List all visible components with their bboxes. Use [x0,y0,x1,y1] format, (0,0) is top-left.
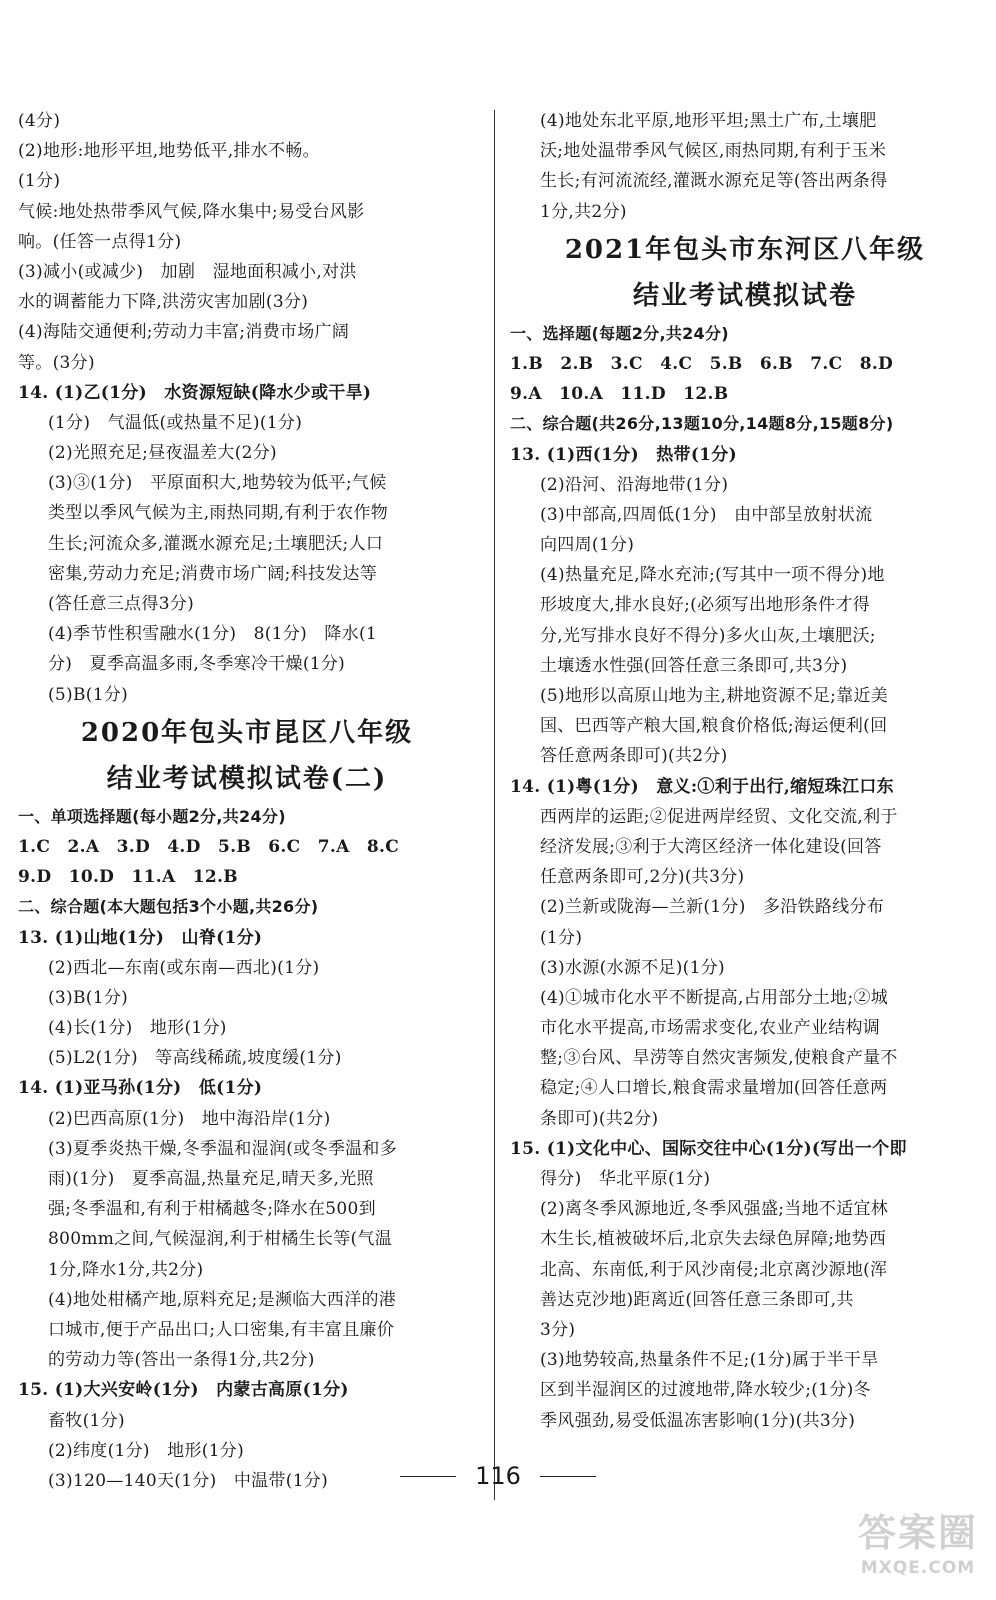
text-line: (3)地势较高,热量条件不足;(1分)属于半干旱 [540,1350,879,1371]
section-heading: 一、选择题(每题2分,共24分) [510,323,729,343]
text-line: 条即可)(共2分) [540,1108,659,1129]
page-footer [0,1462,996,1502]
text-line: 15. (1)大兴安岭(1分) 内蒙古高原(1分) [18,1380,349,1401]
text-line: (5)L2(1分) 等高线稀疏,坡度缓(1分) [48,1048,342,1069]
text-line: 稳定;④人口增长,粮食需求量增加(回答任意两 [540,1078,888,1099]
text-line: 西两岸的运距;②促进两岸经贸、文化交流,利于 [540,806,898,827]
text-line: 等。(3分) [18,352,95,373]
text-line: 土壤透水性强(回答任意三条即可,共3分) [540,655,848,676]
text-line: 类型以季风气候为主,雨热同期,有利于农作物 [48,503,389,524]
text-line: 雨)(1分) 夏季高温,热量充足,晴天多,光照 [48,1169,374,1189]
text-line: 9.A 10.A 11.D 12.B [510,384,729,405]
footer-rule-left [400,1476,456,1477]
text-line: (2)沿河、沿海地带(1分) [540,474,729,495]
right-column [510,106,980,1436]
column-divider [494,110,495,1500]
footer-rule-right [540,1476,596,1477]
text-line: (5)B(1分) [48,684,129,705]
text-line: 13. (1)山地(1分) 山脊(1分) [18,927,263,948]
text-line: (4)季节性积雪融水(1分) 8(1分) 降水(1 [48,624,378,645]
text-line: (4)海陆交通便利;劳动力丰富;消费市场广阔 [18,322,350,343]
text-line: (1分) [540,927,583,948]
text-line: 得分) 华北平原(1分) [540,1169,711,1189]
text-line: 任意两条即可,2分)(共3分) [540,867,745,888]
text-line: 响。(任答一点得1分) [18,231,182,252]
text-line: 生长;河流众多,灌溉水源充足;土壤肥沃;人口 [48,533,384,554]
text-line: 北高、东南低,利于风沙南侵;北京离沙源地(浑 [540,1259,888,1280]
text-line: 15. (1)文化中心、国际交往中心(1分)(写出一个即 [510,1138,907,1159]
text-line: 1.B 2.B 3.C 4.C 5.B 6.B 7.C 8.D [510,353,894,374]
text-line: (4)①城市化水平不断提高,占用部分土地;②城 [540,987,889,1008]
text-line: (4)地处东北平原,地形平坦;黑土广布,土壤肥 [540,111,877,131]
text-line: (4分) [18,111,61,131]
section-title: 2021年包头市东河区八年级 [564,234,926,265]
section-heading: 二、综合题(共26分,13题10分,14题8分,15题8分) [510,414,894,434]
text-line: (3)夏季炎热干燥,冬季温和湿润(或冬季温和多 [48,1138,398,1159]
text-line: (3)中部高,四周低(1分) 由中部呈放射状流 [540,504,873,525]
text-line: 经济发展;③利于大湾区经济一体化建设(回答 [540,836,882,857]
page-number: 116 [475,1462,521,1490]
text-line: 1分,降水1分,共2分) [48,1259,204,1280]
text-line: 整;③台风、旱涝等自然灾害频发,使粮食产量不 [540,1048,898,1069]
text-line: (3)减小(或减少) 加剧 湿地面积减小,对洪 [18,261,357,282]
text-line: 善达克沙地)距离近(回答任意三条即可,共 [540,1289,854,1310]
text-line: 畜牧(1分) [48,1410,125,1431]
section-heading: 一、单项选择题(每小题2分,共24分) [18,806,286,826]
text-line: (3)B(1分) [48,987,129,1008]
text-line: 9.D 10.D 11.A 12.B [18,867,238,888]
text-line: (3)③(1分) 平原面积大,地势较为低平;气候 [48,473,387,494]
text-line: 密集,劳动力充足;消费市场广阔;科技发达等 [48,563,378,584]
watermark-line2: MXQE.COM [860,1558,976,1578]
section-heading: 二、综合题(本大题包括3个小题,共26分) [18,897,319,917]
text-line: (4)热量充足,降水充沛;(写其中一项不得分)地 [540,565,885,586]
text-line: (4)长(1分) 地形(1分) [48,1018,227,1039]
section-title: 2020年包头市昆区八年级 [80,717,414,748]
text-line: 区到半湿润区的过渡地带,降水较少;(1分)冬 [540,1380,871,1401]
text-line: 14. (1)粤(1分) 意义:①利于出行,缩短珠江口东 [510,776,894,797]
text-line: (5)地形以高原山地为主,耕地资源不足;靠近美 [540,686,889,706]
text-line: 向四周(1分) [540,535,635,556]
watermark-line1: 答案圈 [857,1511,978,1555]
text-line: (3)120—140天(1分) 中温带(1分) [48,1470,329,1491]
watermark-logo [848,1508,988,1594]
text-line: (3)水源(水源不足)(1分) [540,957,725,978]
text-line: 1分,共2分) [540,201,627,222]
text-line: 13. (1)西(1分) 热带(1分) [510,444,737,465]
text-line: 分,光写排水良好不得分)多火山灰,土壤肥沃; [540,625,876,646]
text-line: 形坡度大,排水良好;(必须写出地形条件才得 [540,595,871,616]
text-line: 的劳动力等(答出一条得1分,共2分) [48,1350,315,1371]
text-line: (2)纬度(1分) 地形(1分) [48,1440,245,1461]
text-line: 1.C 2.A 3.D 4.D 5.B 6.C 7.A 8.C [18,836,400,857]
text-line: (2)西北—东南(或东南—西北)(1分) [48,957,320,978]
text-line: 市化水平提高,市场需求变化,农业产业结构调 [540,1018,881,1039]
text-line: 答任意两条即可)(共2分) [540,746,728,767]
section-title: 结业考试模拟试卷 [632,280,857,311]
text-line: (2)地形:地形平坦,地势低平,排水不畅。 [18,141,320,162]
text-line: 口城市,便于产品出口;人口密集,有丰富且廉价 [48,1319,395,1340]
text-line: 14. (1)乙(1分) 水资源短缺(降水少或干旱) [18,382,372,403]
text-line: 气候:地处热带季风气候,降水集中;易受台风影 [18,201,365,222]
section-title: 结业考试模拟试卷(二) [106,763,388,794]
text-line: 强;冬季温和,有利于柑橘越冬;降水在500到 [48,1199,376,1220]
text-line: (2)离冬季风源地近,冬季风强盛;当地不适宜林 [540,1199,889,1220]
text-line: 分) 夏季高温多雨,冬季寒冷干燥(1分) [48,654,346,675]
text-line: 国、巴西等产粮大国,粮食价格低;海运便利(回 [540,716,888,737]
text-line: 3分) [540,1319,576,1340]
text-line: (2)光照充足;昼夜温差大(2分) [48,443,277,464]
text-line: 沃;地处温带季风气候区,雨热同期,有利于玉米 [540,141,887,162]
text-line: (1分) 气温低(或热量不足)(1分) [48,412,303,433]
left-column [18,106,476,1496]
text-line: 14. (1)亚马孙(1分) 低(1分) [18,1078,263,1099]
text-line: 生长;有河流流经,灌溉水源充足等(答出两条得 [540,171,888,192]
text-line: 800mm之间,气候湿润,利于柑橘生长等(气温 [48,1229,393,1250]
text-line: 水的调蓄能力下降,洪涝灾害加剧(3分) [18,292,309,313]
text-line: (2)兰新或陇海—兰新(1分) 多沿铁路线分布 [540,897,885,918]
text-line: (答任意三点得3分) [48,594,195,614]
text-line: (1分) [18,171,61,192]
text-line: (2)巴西高原(1分) 地中海沿岸(1分) [48,1108,331,1129]
text-line: 季风强劲,易受低温冻害影响(1分)(共3分) [540,1410,856,1431]
text-line: 木生长,植被破坏后,北京失去绿色屏障;地势西 [540,1229,887,1250]
text-line: (4)地处柑橘产地,原料充足;是濒临大西洋的港 [48,1289,397,1310]
